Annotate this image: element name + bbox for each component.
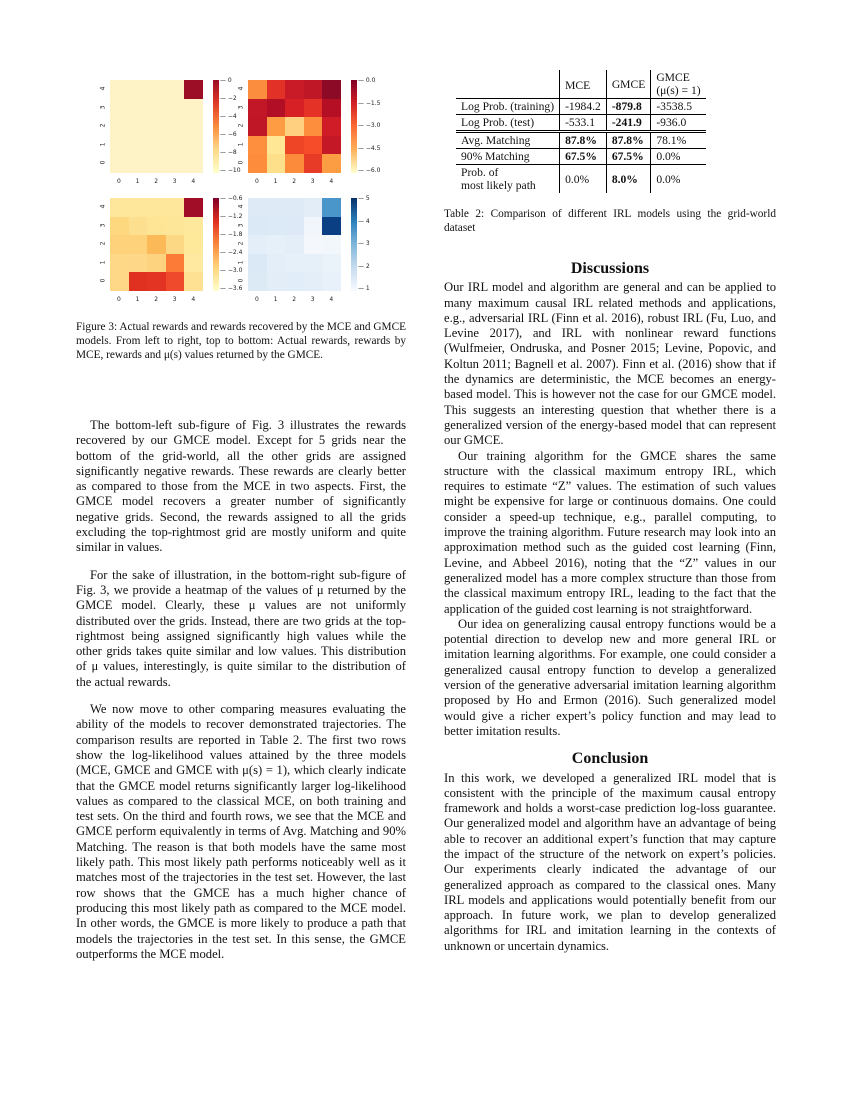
colorbar-tick-label: — 5 (358, 195, 370, 202)
x-tick-label: 4 (329, 296, 334, 303)
table-caption-label: Table 2: (444, 208, 485, 220)
colorbar-tick-label: — −3.6 (220, 285, 243, 292)
colorbar-tick-label: — −2.4 (220, 249, 243, 256)
colorbar-tick-label: — −6 (220, 131, 237, 138)
x-tick-label: 4 (191, 178, 196, 185)
cell-gmce1: -936.0 (651, 115, 706, 132)
x-tick-label: 0 (255, 296, 259, 303)
y-tick-label: 3 (237, 105, 245, 110)
y-tick-label: 2 (237, 123, 245, 128)
x-tick-label: 0 (255, 178, 259, 185)
paragraph: We now move to other comparing measures evaluating the ability of the models to recover demonstrated trajectories. The comparison results are reported in Table 2. The first two rows show the log-likelihood values attained by the three models (MCE, GMCE and GMCE with μ(s) = 1), which clearly indicate that the GMCE model returns significantly larger log-likelihood values as compared to the classical MCE, on both training and test sets. On the third and fourth rows, we see that the MCE and GMCE perform equivalently in terms of Avg. Matching and 90% Matching. The reason is that both models have the same most likely path. This most likely path performs noticeably well as it matches most of the trajectories in the test set. However, the last row shows that the GMCE has a much higher chance of producing this most likely path as compared to the MCE model. In other words, the GMCE is more likely to produce a path that models the trajectories in the test set. In this sense, the GMCE outperforms the MCE model. (76, 702, 406, 961)
cell-gmce1: 0.0% (651, 165, 706, 194)
y-tick-label: 0 (237, 278, 245, 283)
table-header: GMCE (606, 70, 651, 99)
colorbar-tick-label: — 0.0 (358, 77, 376, 84)
colorbar-tick-label: — −6.0 (358, 167, 381, 174)
figure-caption (76, 320, 406, 362)
row-label: 90% Matching (461, 150, 530, 163)
x-tick-label: 1 (273, 178, 278, 185)
row-label: Log Prob. (test) (461, 116, 535, 129)
colorbar-tick-label: — −1.2 (220, 213, 243, 220)
x-tick-label: 1 (273, 296, 278, 303)
row-label: Log Prob. (training) (461, 100, 555, 113)
y-tick-label: 2 (237, 241, 245, 246)
table-caption (444, 207, 776, 235)
y-tick-label: 1 (99, 142, 107, 147)
cell-gmce: 8.0% (606, 165, 651, 194)
paragraph: Our idea on generalizing causal entropy functions would be a potential direction to develop new and more general IRL or imitation learning algorithms. For example, one could consider a generalized causal entropy function to develop a generalized version of the generative adversarial imitation learning algorithm proposed by Ho and Ermon (2016). Such generalized model would give a richer expert’s policy function and may lead to better imitation results. (444, 616, 776, 738)
cell-mce: 67.5% (560, 149, 607, 165)
x-tick-label: 4 (329, 178, 334, 185)
section-heading: Discussions (570, 260, 650, 277)
cell-gmce: -879.8 (606, 99, 651, 115)
colorbar-tick-label: — −4 (220, 113, 237, 120)
y-tick-label: 3 (237, 223, 245, 228)
colorbar-tick-label: — −0.6 (220, 195, 243, 202)
colorbar-tick-label: — −3.0 (358, 122, 381, 129)
colorbar-tick-label: — −10 (220, 167, 241, 174)
x-tick-label: 2 (292, 178, 297, 185)
left-column (76, 70, 406, 962)
table-header: MCE (560, 70, 607, 99)
figure-caption-text: Actual rewards and rewards recovered by the MCE and GMCE models. From left to right, top to bottom: Actual rewards, rewards by MCE, rewards and μ(s) values returned by the GMCE. (76, 321, 407, 361)
x-tick-label: 0 (117, 178, 121, 185)
x-tick-label: 0 (117, 296, 121, 303)
y-tick-label: 4 (99, 204, 107, 209)
cell-mce: 87.8% (560, 132, 607, 149)
colorbar-tick-label: — −1.5 (358, 99, 381, 107)
y-tick-label: 4 (99, 86, 107, 91)
cell-gmce: 67.5% (606, 149, 651, 165)
colorbar-tick-label: — −3.0 (220, 267, 243, 274)
y-tick-label: 4 (237, 204, 245, 209)
right-column (444, 70, 776, 954)
table-caption-text: Comparison of different IRL models using the grid-world dataset (444, 208, 776, 234)
x-tick-label: 4 (191, 296, 196, 303)
y-tick-label: 0 (99, 278, 107, 283)
paragraph: Our IRL model and algorithm are general and can be applied to many maximum causal IRL related methods and applications, e.g., adversarial IRL (Finn et al. 2016), robust IRL (Fu, Luo, and Levine 2017), and IRL with nonlinear reward functions (Wulfmeier, Ondruska, and Posner 2015; Levine, Popovic, and Koltun 2011; Bagnell et al. 2007). Finn et al. (2016) show that if the dynamics are deterministic, the MCE becomes an energy-based model. This is however not the case for our GMCE model. This suggests an interesting question that whether there is a generalized version of the energy-based model that can represent our GMCE. (444, 280, 776, 448)
colorbar-tick-label: — 1 (358, 285, 370, 292)
x-tick-label: 2 (154, 178, 159, 185)
figure-caption-label: Figure 3: (76, 321, 118, 333)
paragraph: For the sake of illustration, in the bottom-right sub-figure of Fig. 3, we provide a heatmap of the values of μ returned by the GMCE model. Clearly, these μ values are not uniformly distributed over the grids. Instead, there are two grids at the top-rightmost being assigned significantly high values while the other grids takes quite similar and low values. This distribution of μ values, interestingly, is quite similar to the distribution of the actual rewards. (76, 567, 406, 689)
cell-gmce1: -3538.5 (651, 99, 706, 115)
x-tick-label: 3 (310, 178, 315, 185)
x-tick-label: 3 (172, 296, 177, 303)
cell-gmce1: 78.1% (651, 132, 706, 149)
colorbar-tick-label: — −1.8 (220, 231, 243, 238)
colorbar-tick-label: — 4 (358, 217, 370, 225)
cell-mce: 0.0% (560, 165, 607, 194)
y-tick-label: 1 (237, 142, 245, 147)
x-tick-label: 1 (135, 296, 140, 303)
y-tick-label: 2 (99, 123, 107, 128)
y-tick-label: 3 (99, 223, 107, 228)
cell-gmce: -241.9 (606, 115, 651, 132)
paragraph: In this work, we developed a generalized IRL model that is consistent with the principle of the maximum causal entropy framework and holds a worst-case prediction log-loss guarantee. Our generalized model and algorithm have an advantage of being able to recover an additional expert’s function that may capture the impact of the structure of the network on expert’s policies. Our experiments clearly indicated the advantage of our generalized approach as compared to the classical ones. Many IRL models and applications would potentially benefit from our approach. In future work, we plan to develop generalized algorithms for IRL and imitation learning in the contexts of unknown or uncertain dynamics. (444, 770, 776, 953)
cell-mce: -533.1 (560, 115, 607, 132)
cell-mce: -1984.2 (560, 99, 607, 115)
colorbar-tick-label: — −2 (220, 95, 237, 102)
y-tick-label: 1 (99, 260, 107, 265)
colorbar-tick-label: — 0 (220, 77, 232, 84)
row-label: Avg. Matching (461, 134, 531, 147)
paragraph: The bottom-left sub-figure of Fig. 3 illustrates the rewards recovered by our GMCE model. Except for 5 grids near the bottom of the grid-world, all the other grids are assigned significantly negative rewards. These rewards are clearly better as compared to those from the MCE in two aspects. First, the GMCE model recovers a greater number of significantly negative grids. Second, the rewards assigned to all the grids excluding the top-rightmost grid are mostly uniform and quite similar in values. (76, 418, 406, 555)
section-heading: Conclusion (571, 750, 649, 768)
colorbar-tick-label: — 2 (358, 262, 370, 270)
x-tick-label: 3 (172, 178, 177, 185)
x-tick-label: 2 (154, 296, 159, 303)
x-tick-label: 2 (292, 296, 297, 303)
colorbar-tick-label: — −8 (220, 149, 237, 156)
paragraph: Our training algorithm for the GMCE shares the same structure with the classical maximum entropy IRL, which requires to estimate “Z” values. The estimation of such values might be expensive for large or continuous domains. One could consider a speed-up technique, e.g., parallel computing, to improve the training algorithm. Future research may look into an approximation method such as the guided cost learning (Finn, Levine, and Abbeel 2016), noting that the “Z” values in our generalized model has a more complex structure than those from the classical maximum entropy IRL, leading to the fact that the application of the guided cost learning is not straightforward. (444, 448, 776, 616)
x-tick-label: 1 (135, 178, 140, 185)
y-tick-label: 4 (237, 86, 245, 91)
y-tick-label: 3 (99, 105, 107, 110)
y-tick-label: 2 (99, 241, 107, 246)
results-table (456, 70, 706, 193)
y-tick-label: 0 (237, 160, 245, 165)
cell-gmce: 87.8% (606, 132, 651, 149)
table-header: GMCE (μ(s) = 1) (651, 70, 706, 99)
colorbar-tick-label: — −4.5 (358, 144, 381, 152)
x-tick-label: 3 (310, 296, 315, 303)
row-label: Prob. of most likely path (461, 166, 536, 192)
y-tick-label: 1 (237, 260, 245, 265)
cell-gmce1: 0.0% (651, 149, 706, 165)
y-tick-label: 0 (99, 160, 107, 165)
colorbar-tick-label: — 3 (358, 240, 370, 247)
